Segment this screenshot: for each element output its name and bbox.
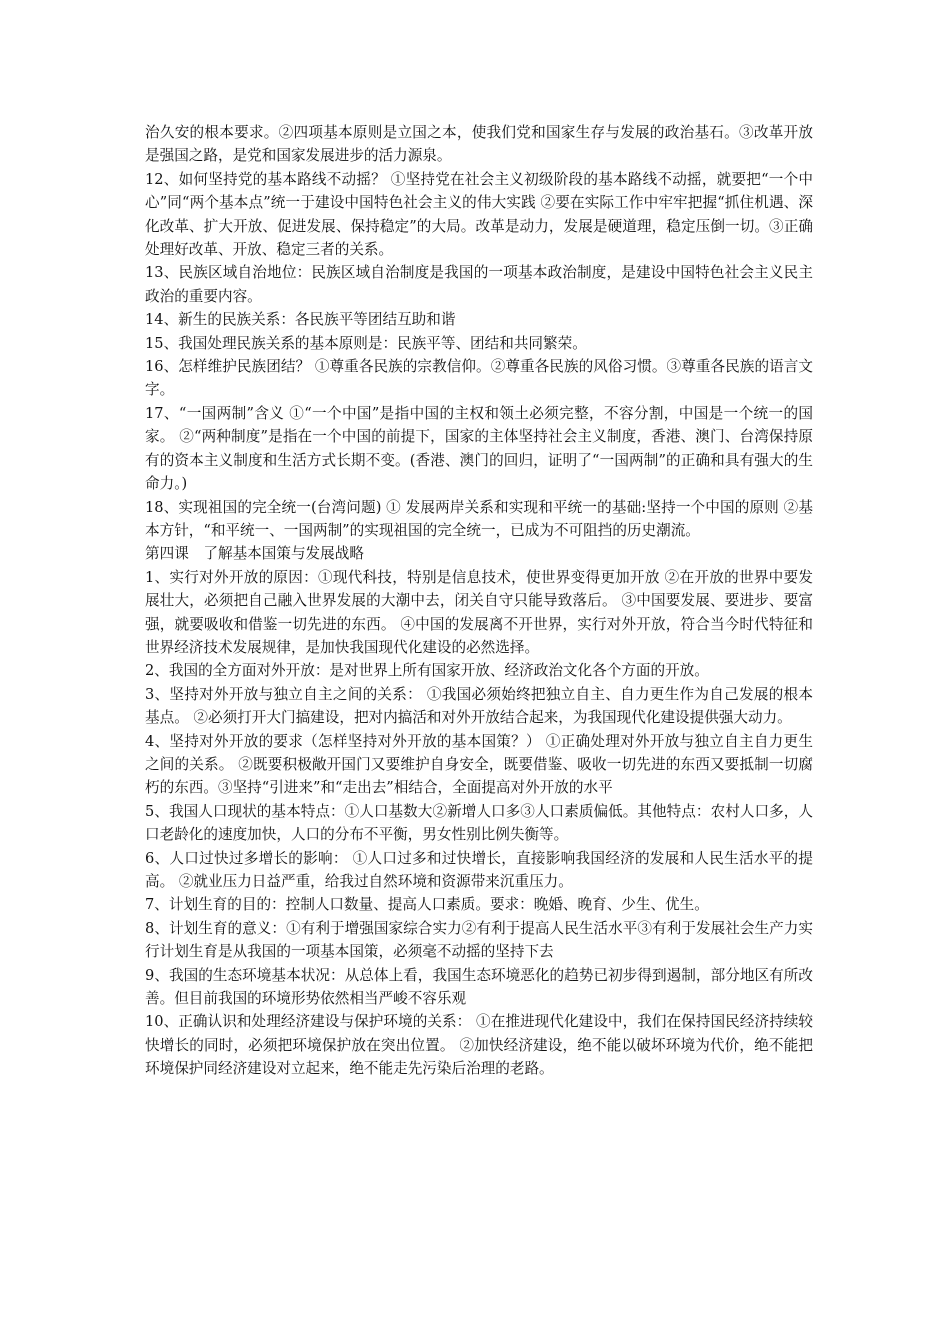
paragraph-item-16: 16、怎样维护民族团结？ ①尊重各民族的宗教信仰。②尊重各民族的风俗习惯。③尊重各民族的语言文字。: [145, 358, 813, 399]
paragraph-continuation: 治久安的根本要求。②四项基本原则是立国之本，使我们党和国家生存与发展的政治基石。③改革开放是强国之路，是党和国家发展进步的活力源泉。: [145, 124, 813, 165]
document-page: [145, 121, 813, 1081]
paragraph-item-3: 3、坚持对外开放与独立自主之间的关系： ①我国必须始终把独立自主、自力更生作为自己发展的根本基点。 ②必须打开大门搞建设，把对内搞活和对外开放结合起来，为我国现代化建设提供强大动力。: [145, 685, 813, 727]
paragraph-item-5: 5、我国人口现状的基本特点：①人口基数大②新增人口多③人口素质偏低。其他特点：农村人口多，人口老龄化的速度加快，人口的分布不平衡，男女性别比例失衡等。: [145, 802, 813, 844]
paragraph-item-1: 1、实行对外开放的原因：①现代科技，特别是信息技术，使世界变得更加开放 ②在开放的世界中要发展壮大，必须把自己融入世界发展的大潮中去，闭关自守只能导致落后。 ③中国要发展、要进步、要富强，就要吸收和借鉴一切先进的东西。 ④中国的发展离不开世界，实行对外开放，符合当今时代特征和世界经济技术发展规律，是加快我国现代化建设的必然选择。: [145, 568, 813, 656]
paragraph-item-17: 17、“一国两制”含义 ①“一个中国”是指中国的主权和领土必须完整，不容分割，中国是一个统一的国家。 ②“两种制度”是指在一个中国的前提下，国家的主体坚持社会主义制度，香港、澳门、台湾保持原有的资本主义制度和生活方式长期不变。(香港、澳门的回归，证明了“一国两制”的正确和具有强大的生命力。): [145, 404, 813, 493]
paragraph-item-10: 10、正确认识和处理经济建设与保护环境的关系： ①在推进现代化建设中，我们在保持国民经济持续较快增长的同时，必须把环境保护放在突出位置。 ②加快经济建设，绝不能以破坏环境为代价，绝不能把环境保护同经济建设对立起来，绝不能走先污染后治理的老路。: [145, 1013, 813, 1078]
paragraph-item-4: 4、坚持对外开放的要求（怎样坚持对外开放的基本国策？） ①正确处理对外开放与独立自主自力更生之间的关系。 ②既要积极敞开国门又要维护自身安全，既要借鉴、吸收一切先进的东西又要抵制一切腐朽的东西。③坚持“引进来”和“走出去”相结合，全面提高对外开放的水平: [145, 732, 813, 797]
paragraph-item-2: 2、我国的全方面对外开放：是对世界上所有国家开放、经济政治文化各个方面的开放。: [145, 662, 709, 680]
paragraph-item-14: 14、新生的民族关系：各民族平等团结互助和谐: [145, 311, 456, 329]
paragraph-item-12: 12、如何坚持党的基本路线不动摇？ ①坚持党在社会主义初级阶段的基本路线不动摇，就要把“一个中心”同“两个基本点”统一于建设中国特色社会主义的伟大实践 ②要在实际工作中牢牢把握“抓住机遇、深化改革、扩大开放、促进发展、保持稳定”的大局。改革是动力，发展是硬道理，稳定压倒一切。③正确处理好改革、开放、稳定三者的关系。: [145, 170, 813, 259]
paragraph-item-9: 9、我国的生态环境基本状况：从总体上看，我国生态环境恶化的趋势已初步得到遏制，部分地区有所改善。但目前我国的环境形势依然相当严峻不容乐观: [145, 966, 813, 1008]
paragraph-item-13: 13、民族区域自治地位：民族区域自治制度是我国的一项基本政治制度，是建设中国特色社会主义民主政治的重要内容。: [145, 264, 813, 305]
paragraph-item-8: 8、计划生育的意义：①有利于增强国家综合实力②有利于提高人民生活水平③有利于发展社会生产力实行计划生育是从我国的一项基本国策，必须毫不动摇的坚持下去: [145, 919, 813, 961]
paragraph-item-6: 6、人口过快过多增长的影响： ①人口过多和过快增长，直接影响我国经济的发展和人民生活水平的提高。 ②就业压力日益严重，给我过自然环境和资源带来沉重压力。: [145, 849, 813, 890]
paragraph-item-18: 18、实现祖国的完全统一(台湾问题) ① 发展两岸关系和实现和平统一的基础:坚持一个中国的原则 ②基本方针，“和平统一、一国两制”的实现祖国的完全统一，已成为不可阻挡的历史潮流。: [145, 498, 813, 539]
paragraph-item-7: 7、计划生育的目的：控制人口数量、提高人口素质。要求：晚婚、晚育、少生、优生。: [145, 896, 709, 914]
paragraph-item-15: 15、我国处理民族关系的基本原则是：民族平等、团结和共同繁荣。: [145, 334, 587, 352]
section-heading: 第四课 了解基本国策与发展战略: [145, 545, 364, 563]
